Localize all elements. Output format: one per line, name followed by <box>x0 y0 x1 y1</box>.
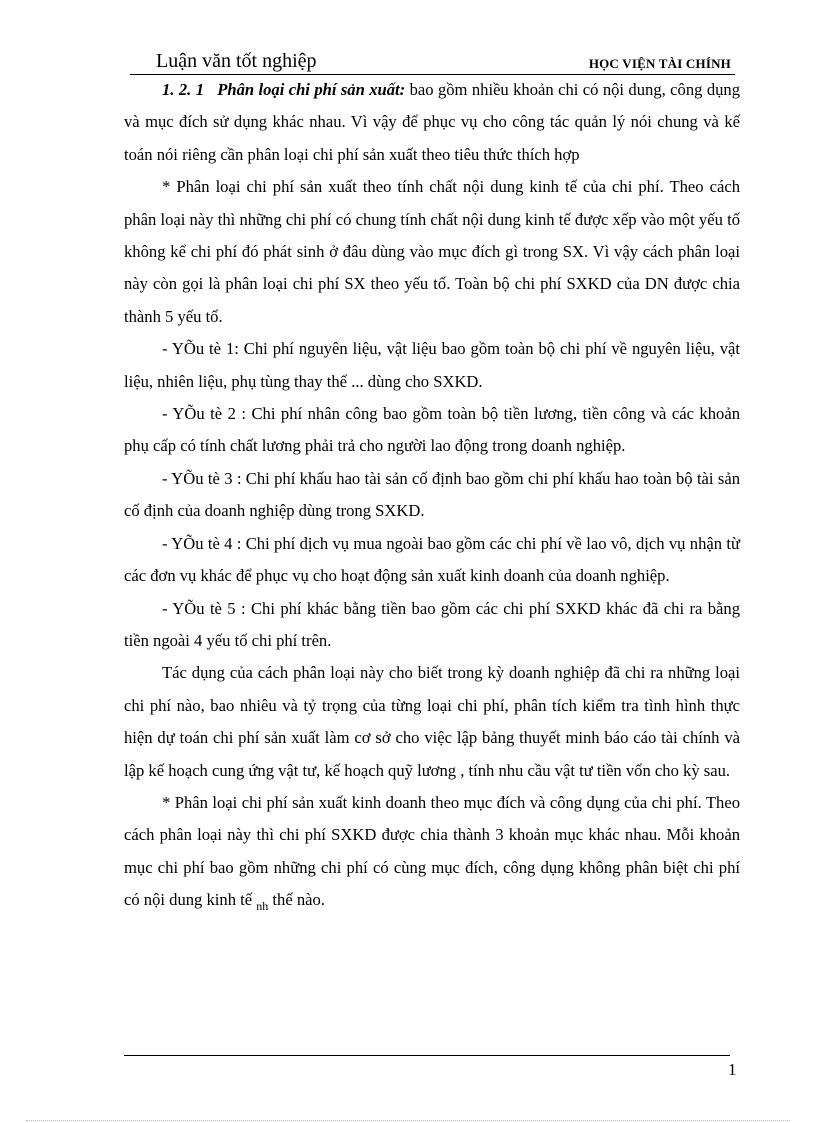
section-number: 1. 2. 1 <box>162 80 204 99</box>
subscript-text: nh <box>256 899 269 914</box>
last-paragraph-tail: thế nào. <box>268 890 325 910</box>
document-body <box>124 74 740 923</box>
body-paragraph: Tác dụng của cách phân loại này cho biết trong kỳ doanh nghiệp đã chi ra những loại chi phí nào, bao nhiêu và tỷ trọng của từng loại chi phí, phân tích kiểm tra tình hình thực hiện dự toán chi phí sản xuất làm cơ sở cho việc lập bảng thuyết minh báo cáo tài chính và lập kế hoạch cung ứng vật tư, kế hoạch quỹ lương , tính nhu cầu vật tư tiền vốn cho kỳ sau. <box>124 663 740 780</box>
header-left-title: Luận văn tốt nghiệp <box>156 50 317 72</box>
body-paragraph: - YÕu tè 1: Chi phí nguyên liệu, vật liệu bao gồm toàn bộ chi phí về nguyên liệu, vật liệu, nhiên liệu, phụ tùng thay thế ... dùng cho SXKD. <box>124 339 740 391</box>
body-paragraph: - YÕu tè 3 : Chi phí khấu hao tài sản cố định bao gồm chi phí khấu hao toàn bộ tài sản cố định của doanh nghiệp dùng trong SXKD. <box>124 468 740 521</box>
last-paragraph <box>124 787 740 923</box>
footer-divider <box>124 1055 730 1056</box>
body-paragraph: - YÕu tè 4 : Chi phí dịch vụ mua ngoài bao gồm các chi phí về lao vô, dịch vụ nhận từ các đơn vụ khác để phục vụ cho hoạt động sản xuất kinh doanh của doanh nghiệp. <box>124 533 740 586</box>
body-paragraph: * Phân loại chi phí sản xuất theo tính chất nội dung kinh tế của chi phí. Theo cách phân loại này thì những chi phí có chung tính chất nội dung kinh tế được xếp vào một yếu tố không kể chi phí đó phát sinh ở đâu dùng vào mục đích gì trong SX. Vì vậy cách phân loại này còn gọi là phân loại chi phí SX theo yếu tố. Toàn bộ chi phí SXKD của DN được chia thành 5 yếu tố. <box>124 177 740 326</box>
body-paragraph: - YÕu tè 2 : Chi phí nhân công bao gồm toàn bộ tiền lương, tiền công và các khoản phụ cấp có tính chất lương phải trả cho người lao động trong doanh nghiệp. <box>124 404 740 456</box>
body-paragraph: - YÕu tè 5 : Chi phí khác bằng tiền bao gồm các chi phí SXKD khác đã chi ra bằng tiền ngoài 4 yếu tố chi phí trên. <box>124 598 740 650</box>
page-number: 1 <box>728 1060 737 1079</box>
last-paragraph-text: * Phân loại chi phí sản xuất kinh doanh theo mục đích và công dụng của chi phí. Theo cách phân loại này thì chi phí SXKD được chia thành 3 khoản mục khác nhau. Mỗi khoản mục chi phí bao gồm những chi phí có cùng mục đích, công dụng không phân biệt chi phí có nội dung kinh tế <box>124 792 740 910</box>
section-paragraph <box>124 74 740 171</box>
section-intro: bao gồm nhiều khoản chi có nội dung, công dụng và mục đích sử dụng khác nhau. Vì vậy để phục vụ cho công tác quản lý nói chung và kế toán nói riêng cần phân loại chi phí sản xuất theo tiêu thức thích hợp <box>124 80 741 164</box>
header-right-title: HỌC VIỆN TÀI CHÍNH <box>588 56 731 71</box>
section-title: Phân loại chi phí sản xuất: <box>217 80 406 99</box>
page-edge-divider <box>26 1120 790 1121</box>
page-header <box>130 52 735 75</box>
